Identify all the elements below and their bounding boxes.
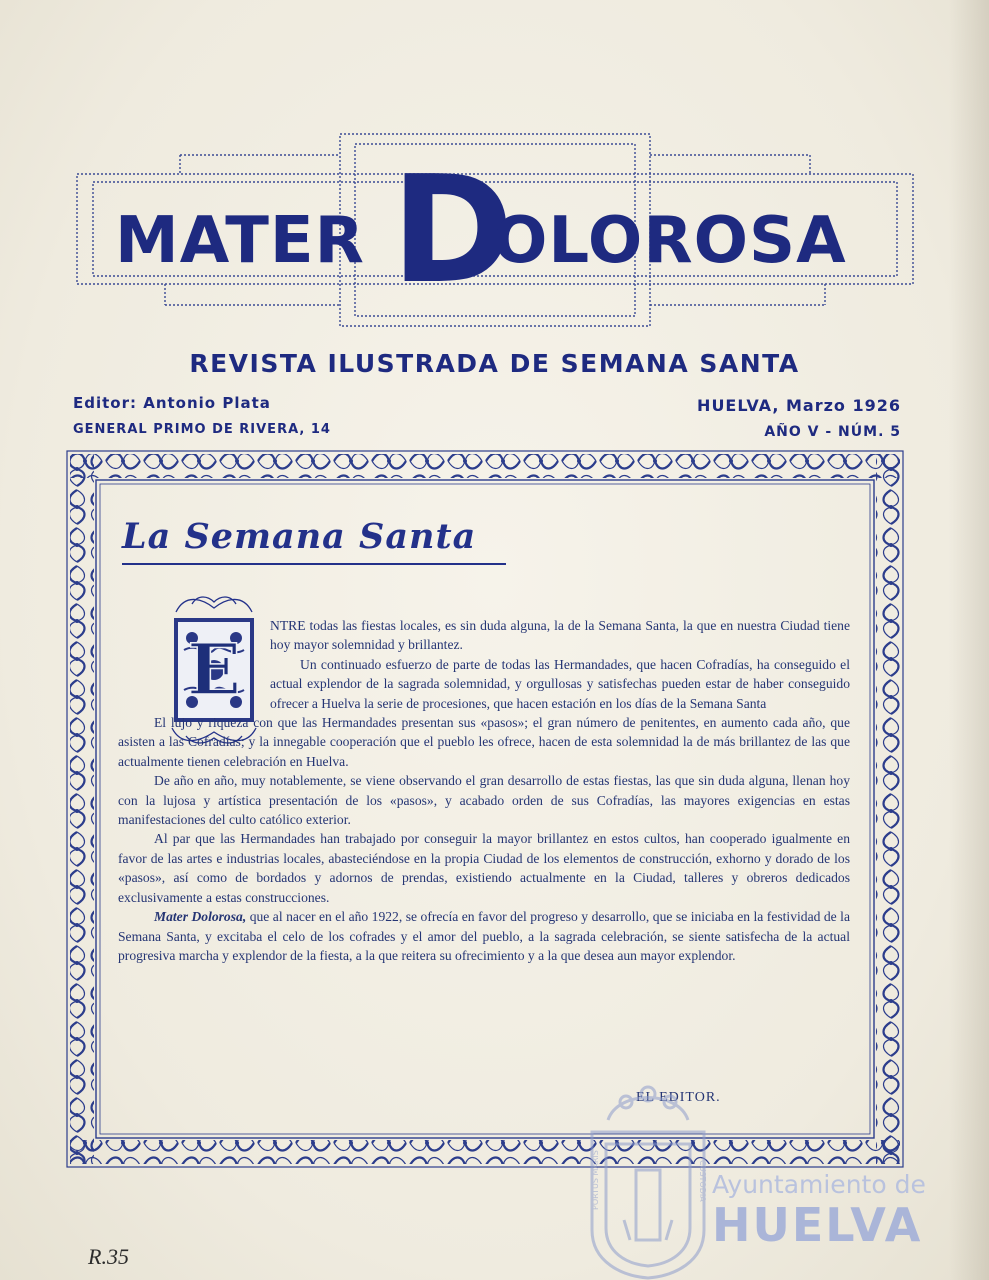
signature: EL EDITOR.: [636, 1090, 721, 1105]
paragraph-2: Un continuado esfuerzo de parte de todas las Hermandades, que hacen Cofradías, ha conseguido el actual explendor de la sagrada solemnidad, y orgullosas y satisfechas pueden estar de haber conseguido ofrecer a Huelva la serie de procesiones, que hacen estación en los días de la Semana Santa: [270, 656, 850, 711]
drop-cap-letter: E: [187, 628, 241, 711]
paragraph-5: Al par que las Hermandades han trabajado por conseguir la mayor brillantez en estos cultos, han cooperado igualmente en favor de las artes e industrias locales, abasteciéndose en la propia Ciudad de los elementos de construcción, exhorno y dorado de los «pasos», así como de bordados y adornos de prendas, existiendo actualmente en la Ciudad, talleres y obreros dedicados exclusivamente a estas construcciones.: [118, 831, 850, 905]
title-word-mater: MATER: [115, 204, 365, 278]
masthead-subtitle: REVISTA ILUSTRADA DE SEMANA SANTA: [189, 349, 800, 378]
title-underline: [122, 563, 506, 565]
stamp-line-2: HUELVA: [712, 1198, 923, 1252]
title-big-letter: D: [391, 144, 514, 316]
paragraph-3: El lujo y riqueza con que las Hermandades presentan sus «pasos»; el gran número de penitentes, en aumento cada año, que asisten a las Cofradías; y la innegable cooperación que el pueblo les ofrece, hacen de esta solemnidad la de más brillantez de las que actualmente tienen celebración en Huelva.: [118, 715, 850, 769]
title-word-dolorosa: OLOROSA: [493, 204, 847, 278]
paragraph-1: NTRE todas las fiestas locales, es sin duda alguna, la de la Semana Santa, la que en nuestra Ciudad tiene hoy mayor solemnidad y brillantez.: [270, 618, 850, 653]
paragraph-6-lead: Mater Dolorosa,: [154, 909, 247, 925]
paragraph-6-text: que al nacer en el año 1922, se ofrecía en favor del progreso y desarrollo, que se iniciaba en la festividad de la Semana Santa, y excitaba el celo de los cofrades y el amor del pueblo, a la sagrada celebración, se siente satisfecha de la actual progresiva marcha y explendor de la fiesta, a la que reitera su ofrecimiento y a la que desea aun mayor explendor.: [118, 909, 850, 963]
paragraph-4: De año en año, muy notablemente, se viene observando el gran desarrollo de estas fiestas, las que sin duda alguna, llenan hoy con la lujosa y artística presentación de los «pasos», y acabado orden de sus Cofradías, las mayores exigencias en estas manifestaciones del culto católico exterior.: [118, 773, 850, 828]
place-date-line: HUELVA, Marzo 1926: [697, 396, 901, 415]
masthead: [75, 130, 915, 330]
paragraph-6: [118, 907, 850, 965]
editor-line: Editor: Antonio Plata: [73, 394, 271, 412]
article-body: [118, 616, 850, 965]
article-title: La Semana Santa: [122, 516, 477, 557]
masthead-title: [75, 144, 915, 316]
coat-of-arms-seal: [578, 1080, 718, 1280]
issue-line: AÑO V - NÚM. 5: [764, 424, 901, 440]
seal-right-text: CUSTODIA: [698, 1160, 707, 1202]
stamp-line-1: Ayuntamiento de: [712, 1170, 926, 1199]
address-line: GENERAL PRIMO DE RIVERA, 14: [73, 422, 331, 437]
seal-left-text: PORTUS MARIS: [591, 1150, 600, 1210]
handwritten-catalog-note: R.35: [88, 1244, 129, 1269]
